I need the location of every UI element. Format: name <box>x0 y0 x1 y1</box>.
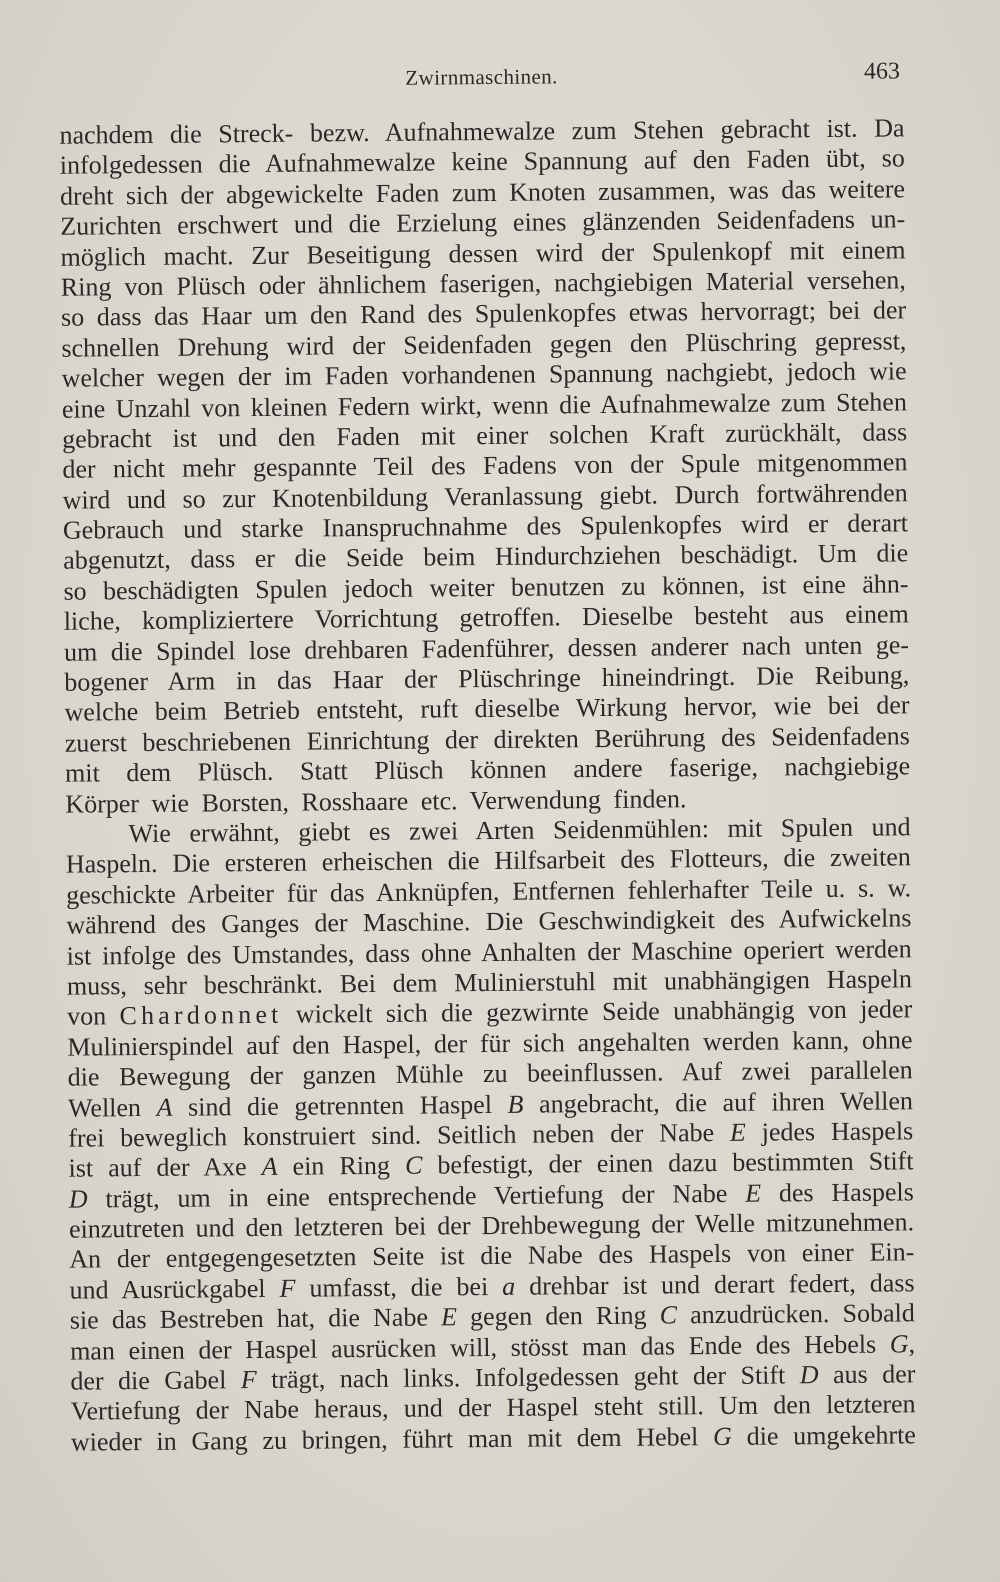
figure-letter: B <box>507 1089 524 1119</box>
figure-letter: C <box>404 1150 423 1181</box>
figure-letter: E <box>745 1178 762 1208</box>
text-segment: der die Gabel <box>70 1365 241 1396</box>
figure-letter: A <box>156 1092 173 1122</box>
text-line: einzutreten und den letzteren bei der Drehbewegung der Welle mitzunehmen. <box>68 1207 915 1244</box>
text-segment: wickelt sich die gezwirnte Seide unabhängig von jeder <box>282 994 913 1030</box>
text-line: um die Spindel lose drehbaren Fadenführer, dessen anderer nach unten ge- <box>63 629 910 667</box>
text-line: so dass das Haar um den Rand des Spulenkopfes etwas hervorragt; bei der <box>60 295 907 333</box>
text-segment: man einen der Haspel ausrücken will, stösst man das Ende des Hebels <box>69 1329 890 1366</box>
text-segment: Wellen <box>67 1092 157 1123</box>
text-line: welcher wegen der im Faden vorhandenen Spannung nachgiebt, jedoch wie <box>61 356 907 393</box>
text-segment: ist auf der Axe <box>68 1152 262 1183</box>
figure-letter: E <box>440 1302 458 1332</box>
text-segment: die umgekehrte <box>731 1420 917 1451</box>
text-line: möglich macht. Zur Beseitigung dessen wird der Spulenkopf mit einem <box>60 234 906 272</box>
paragraph-end-line: Körper wie Borsten, Rosshaare etc. Verwendung finden. <box>65 783 687 819</box>
body-text <box>59 113 916 1458</box>
text-line: die Bewegung der ganzen Mühle zu beeinflussen. Auf zwei parallelen <box>67 1055 913 1092</box>
text-segment: sind die getrennten Haspel <box>172 1089 508 1122</box>
text-segment: trägt, um in eine entsprechende Vertiefung der Nabe <box>87 1178 746 1214</box>
text-line: An der entgegengesetzten Seite ist die Nabe des Haspels von einer Ein- <box>69 1237 915 1275</box>
page-number: 463 <box>863 58 901 85</box>
text-line: gebracht ist und den Faden mit einer solchen Kraft zurückhält, dass <box>62 417 908 454</box>
figure-letter: A <box>261 1152 278 1182</box>
text-line: geschickte Arbeiter für das Anknüpfen, Entfernen fehlerhafter Teile u. s. w. <box>66 873 912 910</box>
text-segment: sie das Bestreben hat, die Nabe <box>69 1302 442 1335</box>
text-line: dreht sich der abgewickelte Faden zum Knoten zusammen, was das weitere <box>59 174 906 211</box>
figure-letter: E <box>729 1117 746 1147</box>
text-line: so beschädigten Spulen jedoch weiter benutzen zu können, ist eine ähn- <box>63 569 909 606</box>
figure-letter: F <box>279 1273 296 1303</box>
text-line: der nicht mehr gespannte Teil des Fadens von der Spule mitgenommen <box>62 447 908 484</box>
text-line: Ring von Plüsch oder ähnlichem faserigen, nachgiebigen Material versehen, <box>60 265 906 302</box>
text-line: ist infolge des Umstandes, dass ohne Anhalten der Maschine operiert werden <box>66 933 912 971</box>
text-segment: ein Ring <box>277 1151 406 1182</box>
text-line: muss, sehr beschränkt. Bei dem Mulinierstuhl mit unabhängigen Haspeln <box>66 964 913 1001</box>
text-line: Mulinierspindel auf den Haspel, der für sich angehalten werden kann, ohne <box>67 1025 913 1062</box>
text-line: eine Unzahl von kleinen Federn wirkt, wenn die Aufnahmewalze zum Stehen <box>61 386 907 424</box>
text-segment: drehbar ist und derart federt, dass <box>515 1268 915 1301</box>
text-line: liche, kompliziertere Vorrichtung getroffen. Dieselbe besteht aus einem <box>63 599 909 636</box>
text-line: Gebrauch und starke Inanspruchnahme des Spulenkopfes wird er derart <box>62 508 909 545</box>
text-segment: befestigt, der einen dazu bestimmten Stift <box>422 1146 914 1180</box>
text-line: Haspeln. Die ersteren erheischen die Hilfsarbeit des Flotteurs, die zweiten <box>65 842 911 880</box>
text-segment: aus der <box>818 1359 916 1390</box>
text-line: während des Ganges der Maschine. Die Geschwindigkeit des Aufwickelns <box>66 903 912 940</box>
figure-letter: C <box>659 1300 678 1330</box>
running-head: Zwirnmaschinen. <box>405 64 558 90</box>
figure-letter: D <box>68 1184 88 1214</box>
figure-letter: G <box>712 1421 733 1451</box>
text-segment: des Haspels <box>760 1176 914 1208</box>
text-segment: anzudrücken. Sobald <box>676 1298 915 1330</box>
paragraph-start-line: Wie erwähnt, giebt es zwei Arten Seidenmühlen: mit Spulen und <box>128 812 911 849</box>
text-line: Zurichten erschwert und die Erzielung eines glänzenden Seidenfadens un- <box>60 204 906 241</box>
text-segment: von <box>67 1001 120 1032</box>
text-line: bogener Arm in das Haar der Plüschringe hineindringt. Die Reibung, <box>64 660 910 697</box>
text-line: zuerst beschriebenen Einrichtung der direkten Berührung des Seidenfadens <box>64 721 910 758</box>
text-line: wird und so zur Knotenbildung Veranlassung giebt. Durch fortwährenden <box>62 478 908 515</box>
text-line <box>71 1420 916 1458</box>
figure-letter: F <box>240 1365 257 1395</box>
text-line: mit dem Plüsch. Statt Plüsch können andere faserige, nachgiebige <box>64 751 911 788</box>
text-segment: jedes Haspels <box>745 1116 914 1147</box>
text-segment: , <box>908 1328 916 1358</box>
text-line: infolgedessen die Aufnahmewalze keine Spannung auf den Faden übt, so <box>59 143 905 181</box>
figure-letter: G <box>889 1328 909 1359</box>
text-segment: frei beweglich konstruiert sind. Seitlich neben der Nabe <box>68 1117 731 1153</box>
text-line: Vertiefung der Nabe heraus, und der Haspel steht still. Um den letzteren <box>70 1389 916 1427</box>
person-name-spaced: Chardonnet <box>119 1000 283 1031</box>
text-line: schnellen Drehung wird der Seidenfaden gegen den Plüschring gepresst, <box>61 326 907 363</box>
text-segment: und Ausrückgabel <box>69 1273 280 1305</box>
text-segment: wieder in Gang zu bringen, führt man mit dem Hebel <box>70 1421 714 1457</box>
text-segment: trägt, nach links. Infolgedessen geht der Stift <box>256 1360 800 1395</box>
text-segment: umfasst, die bei <box>295 1271 503 1303</box>
text-segment: angebracht, die auf ihren Wellen <box>523 1085 914 1119</box>
text-line: abgenutzt, dass er die Seide beim Hindurchziehen beschädigt. Um die <box>63 538 909 576</box>
figure-letter: D <box>799 1360 819 1390</box>
text-line: welche beim Betrieb entsteht, ruft dieselbe Wirkung hervor, wie bei der <box>64 690 910 728</box>
text-line: nachdem die Streck- bezw. Aufnahmewalze zum Stehen gebracht ist. Da <box>59 113 905 150</box>
page-content <box>59 58 916 1465</box>
text-segment: gegen den Ring <box>456 1300 660 1332</box>
figure-letter: a <box>502 1271 516 1301</box>
